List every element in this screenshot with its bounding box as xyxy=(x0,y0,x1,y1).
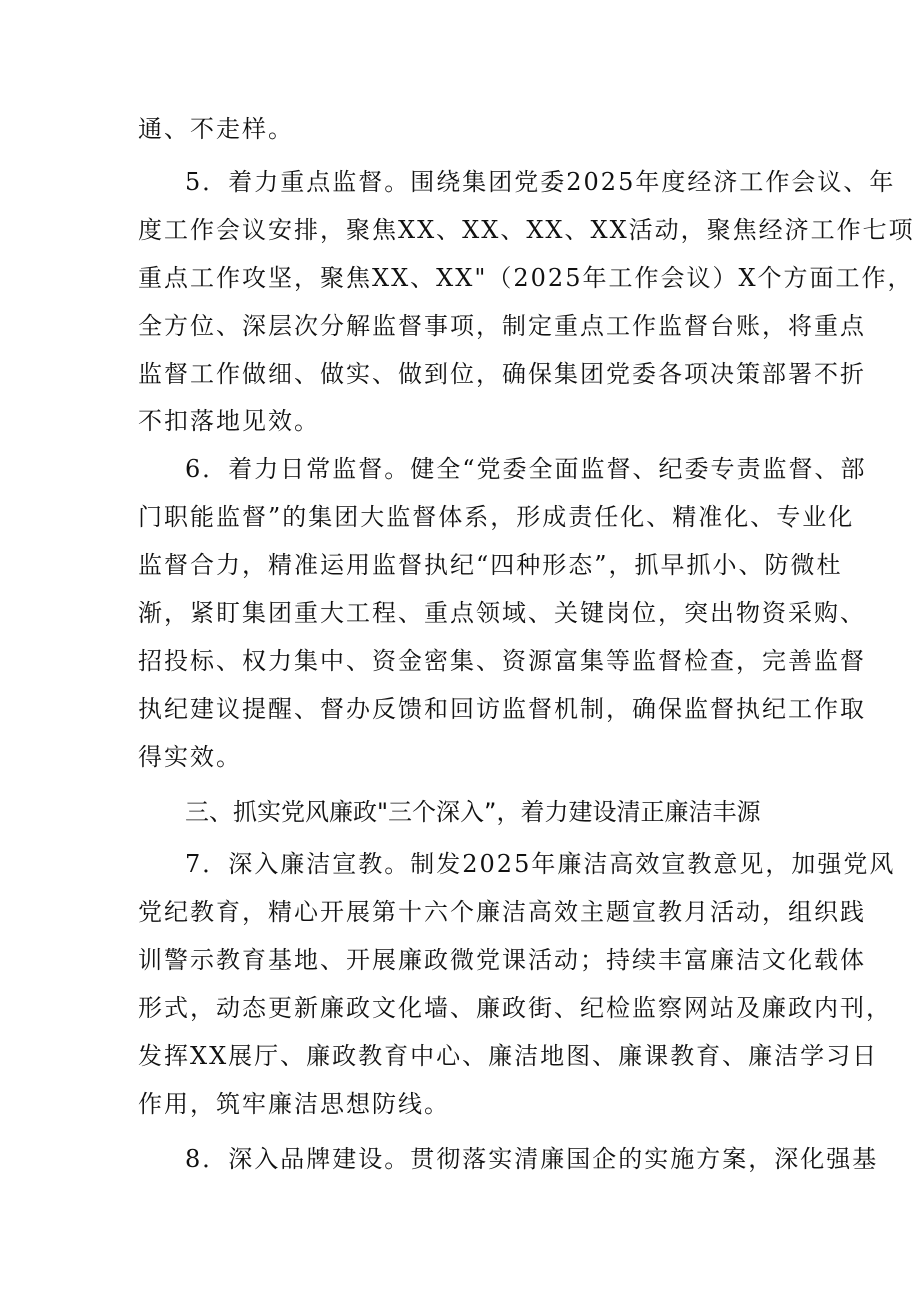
text-line: 通、不走样。 xyxy=(138,115,294,143)
text-line: 渐，紧盯集团重大工程、重点领域、关键岗位，突出物资采购、 xyxy=(138,599,866,627)
text-line: 得实效。 xyxy=(138,743,242,771)
text-line: 训警示教育基地、开展廉政微党课活动；持续丰富廉洁文化载体 xyxy=(138,946,866,974)
text-line: 重点工作攻坚，聚焦XX、XX"（2025年工作会议）X个方面工作， xyxy=(138,264,914,292)
paragraph-5-line: 5．着力重点监督。围绕集团党委2025年度经济工作会议、年 xyxy=(185,168,896,196)
paragraph-6-line: 6．着力日常监督。健全“党委全面监督、纪委专责监督、部 xyxy=(185,455,867,483)
text-line: 执纪建议提醒、督办反馈和回访监督机制，确保监督执纪工作取 xyxy=(138,695,866,723)
text-line: 监督合力，精准运用监督执纪“四种形态”，抓早抓小、防微杜 xyxy=(138,551,843,579)
text-line: 不扣落地见效。 xyxy=(138,407,320,435)
paragraph-8-line: 8．深入品牌建设。贯彻落实清廉国企的实施方案，深化强基 xyxy=(185,1145,879,1173)
text-line: 作用，筑牢廉洁思想防线。 xyxy=(138,1090,450,1118)
paragraph-7-line: 7．深入廉洁宣教。制发2025年廉洁高效宣教意见，加强党风 xyxy=(185,850,896,878)
text-line: 监督工作做细、做实、做到位，确保集团党委各项决策部署不折 xyxy=(138,360,866,388)
text-line: 全方位、深层次分解监督事项，制定重点工作监督台账，将重点 xyxy=(138,312,866,340)
text-line: 党纪教育，精心开展第十六个廉洁高效主题宣教月活动，组织践 xyxy=(138,898,866,926)
text-line: 门职能监督”的集团大监督体系，形成责任化、精准化、专业化 xyxy=(138,503,855,531)
text-line: 形式，动态更新廉政文化墙、廉政街、纪检监察网站及廉政内刊， xyxy=(138,994,892,1022)
text-line: 度工作会议安排，聚焦XX、XX、XX、XX活动，聚焦经济工作七项 xyxy=(138,216,915,244)
text-line: 发挥XX展厅、廉政教育中心、廉洁地图、廉课教育、廉洁学习日 xyxy=(138,1042,879,1070)
section-heading: 三、抓实党风廉政"三个深入”，着力建设清正廉洁丰源 xyxy=(185,798,761,826)
text-line: 招投标、权力集中、资金密集、资源富集等监督检查，完善监督 xyxy=(138,647,866,675)
